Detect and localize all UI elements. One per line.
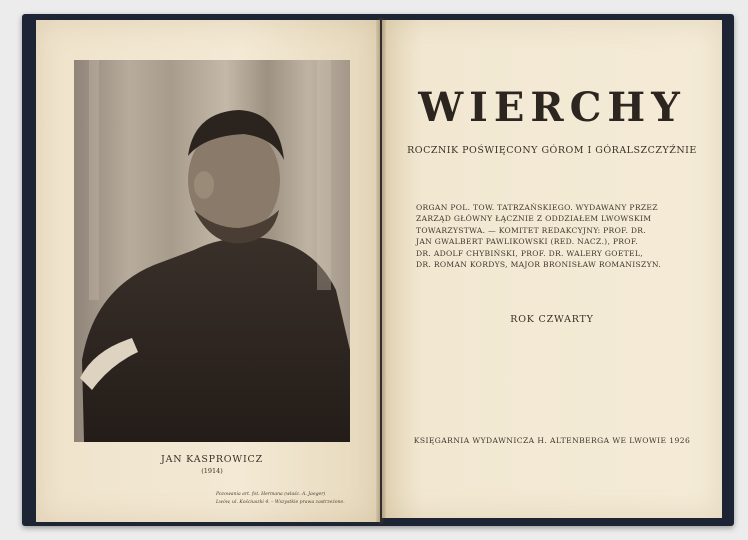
edition-label: ROK CZWARTY [510, 314, 594, 325]
editorial-line: TOWARZYSTWA. — KOMITET REDAKCYJNY: PROF. DR. [416, 225, 647, 235]
editorial-line: ORGAN POL. TOW. TATRZAŃSKIEGO. WYDAWANY PRZEZ [416, 203, 658, 212]
editorial-line: ZARZĄD GŁÓWNY ŁĄCZNIE Z ODDZIAŁEM LWOWSKIM [416, 214, 652, 224]
portrait-caption-year: (1914) [201, 467, 223, 475]
portrait-illustration [74, 60, 350, 442]
editorial-line: DR. ROMAN KORDYS, MAJOR BRONISŁAW ROMANISZYN. [416, 260, 662, 270]
book-title: WIERCHY [418, 84, 686, 131]
editorial-info [416, 202, 706, 270]
editorial-line: DR. ADOLF CHYBIŃSKI, PROF. DR. WALERY GOETEL, [416, 248, 643, 258]
book-subtitle: ROCZNIK POŚWIĘCONY GÓROM I GÓRALSZCZYŹNIE [407, 145, 697, 156]
editorial-line: JAN GWALBERT PAWLIKOWSKI (RED. NACZ.), PROF. [416, 237, 638, 247]
portrait-caption-name: JAN KASPROWICZ [160, 454, 263, 465]
photo-credit-line-1: Pozowania art. fot. Hermana (wlaśc. A. Jaeger) [216, 492, 326, 497]
portrait-photo [74, 60, 350, 442]
photo-credit-line-2: Lwów, ul. Kościuszki 4. – Wszystkie prawa zastrzeżone. [216, 500, 345, 505]
publisher-line: KSIĘGARNIA WYDAWNICZA H. ALTENBERGA WE LWOWIE 1926 [413, 436, 691, 445]
